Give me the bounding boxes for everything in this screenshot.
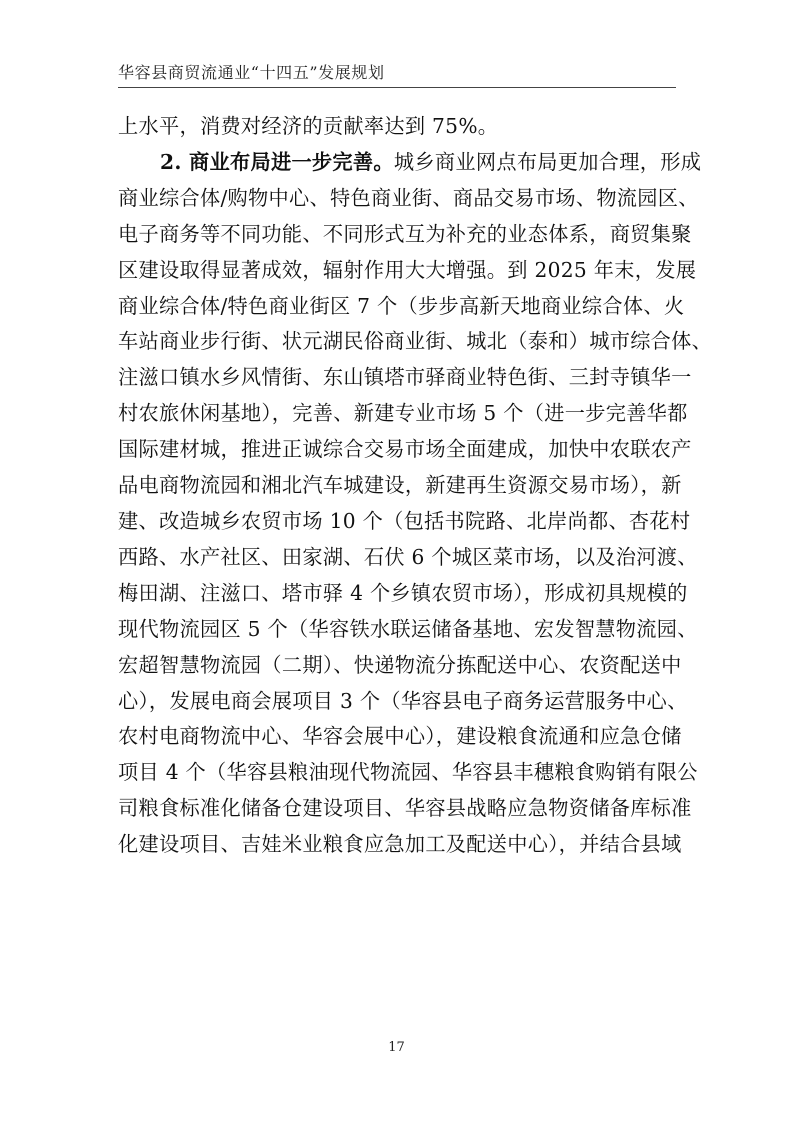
paragraph-line: 化建设项目、吉娃米业粮食应急加工及配送中心），并结合县域 — [118, 832, 682, 857]
paragraph-line: 上水平，消费对经济的贡献率达到 75%。 — [118, 114, 499, 138]
paragraph-line: 村农旅休闲基地），完善、新建专业市场 5 个（进一步完善华都 — [118, 401, 688, 426]
page-number: 17 — [388, 1040, 405, 1055]
paragraph-line: 建、改造城乡农贸市场 10 个（包括书院路、北岸尚都、杏花村 — [118, 508, 691, 533]
paragraph-line: 梅田湖、注滋口、塔市驿 4 个乡镇农贸市场），形成初具规模的 — [118, 580, 688, 605]
paragraph-line: 心），发展电商会展项目 3 个（华容县电子商务运营服务中心、 — [118, 688, 688, 713]
body-text — [118, 109, 713, 863]
paragraph-line: 车站商业步行街、状元湖民俗商业街、城北（泰和）城市综合体、 — [118, 329, 713, 354]
section-heading: 2. 商业布局进一步完善。 — [160, 149, 394, 174]
paragraph-line: 商业综合体/购物中心、特色商业街、商品交易市场、物流园区、 — [118, 185, 699, 210]
paragraph-line: 国际建材城，推进正诚综合交易市场全面建成，加快中农联农产 — [118, 437, 692, 462]
paragraph-line: 司粮食标准化储备仓建设项目、华容县战略应急物资储备库标准 — [118, 796, 692, 821]
running-header: 华容县商贸流通业“十四五”发展规划 — [118, 63, 385, 82]
paragraph-line — [118, 145, 702, 181]
paragraph-line: 西路、水产社区、田家湖、石伏 6 个城区菜市场，以及治河渡、 — [118, 544, 698, 569]
paragraph-line: 现代物流园区 5 个（华容铁水联运储备基地、宏发智慧物流园、 — [118, 616, 698, 641]
paragraph-line: 项目 4 个（华容县粮油现代物流园、华容县丰穗粮食购销有限公 — [118, 760, 698, 785]
paragraph-line: 品电商物流园和湘北汽车城建设，新建再生资源交易市场），新 — [118, 473, 682, 498]
paragraph-line: 农村电商物流中心、华容会展中心），建设粮食流通和应急仓储 — [118, 724, 682, 749]
header-divider — [118, 87, 676, 88]
paragraph-line: 商业综合体/特色商业街区 7 个（步步高新天地商业综合体、火 — [118, 293, 685, 318]
paragraph-line: 电子商务等不同功能、不同形式互为补充的业态体系，商贸集聚 — [118, 221, 692, 246]
paragraph-line: 区建设取得显著成效，辐射作用大大增强。到 2025 年末，发展 — [118, 257, 697, 282]
paragraph-line: 注滋口镇水乡风情街、东山镇塔市驿商业特色街、三封寺镇华一 — [118, 365, 692, 390]
paragraph-line: 宏超智慧物流园（二期）、快递物流分拣配送中心、农资配送中 — [118, 652, 682, 677]
paragraph-text: 城乡商业网点布局更加合理，形成 — [393, 149, 702, 174]
